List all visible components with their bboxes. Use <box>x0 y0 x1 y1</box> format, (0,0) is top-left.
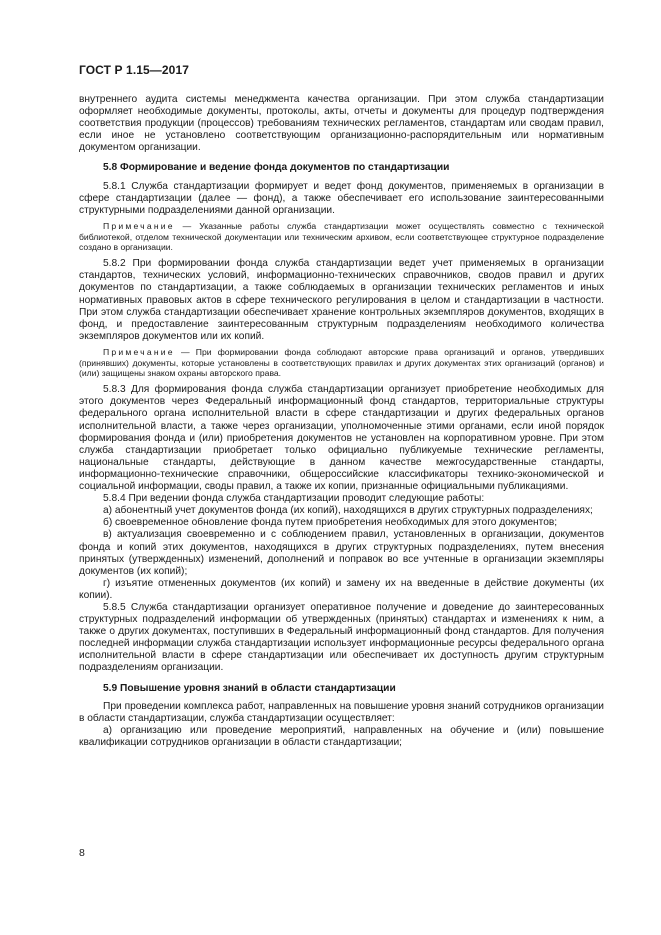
note-1-label: Примечание <box>103 220 175 231</box>
list-item-5-8-4-b: б) своевременное обновление фонда путем приобретения необходимых для этого документов; <box>103 517 558 529</box>
list-item-5-8-4-g: г) изъятие отмененных документов (их копий) и замену их на введенные в действие документы (их копии). <box>79 577 604 601</box>
section-heading-5-9: 5.9 Повышение уровня знаний в области стандартизации <box>103 682 396 694</box>
note-2-label: Примечание <box>103 346 175 357</box>
list-item-5-8-4-a: а) абонентный учет документов фонда (их копий), находящихся в других структурных подразделениях; <box>103 505 593 517</box>
page-number: 8 <box>79 847 85 859</box>
paragraph-5-8-5: 5.8.5 Служба стандартизации организует оперативное получение и доведение до заинтересованных структурных подразделений информации об утвержденных (принятых) стандартах и изменениях к ним, а также о других документах, поступивших в Федеральный информационный фонд стандартов. Для получения последней информации служба стандартизации использует информационные ресурсы федерального органа исполнительной власти в сфере стандартизации или обеспечивает их доступность другим структурным подразделениям организации. <box>79 601 604 674</box>
note-1 <box>79 221 604 253</box>
paragraph-5-9: При проведении комплекса работ, направленных на повышение уровня знаний сотрудников организации в области стандартизации, служба стандартизации осуществляет: <box>79 700 604 724</box>
list-item-5-8-4-v: в) актуализация своевременно и с соблюдением правил, установленных в организации, документов фонда и копий этих документов, находящихся в других структурных подразделениях, путем внесения принятых (утвержденных) изменений, дополнений и поправок во все учтенные в организации экземпляры документов (их копий); <box>79 529 604 577</box>
note-1-text: — Указанные работы служба стандартизации может осуществлять совместно с технической библиотекой, отделом технической документации или техническим архивом, если соответствующее структурное подразделение создано в организации. <box>79 220 604 253</box>
document-code-header: ГОСТ Р 1.15—2017 <box>79 63 189 77</box>
note-2 <box>79 347 604 379</box>
paragraph-5-8-2: 5.8.2 При формировании фонда служба стандартизации ведет учет применяемых в организации стандартов, технических условий, информационно-технических справочников, сводов правил и других документов по стандартизации, а также соблюдаемых в организации технических регламентов и иных нормативных правовых актов в сфере технического регулирования в целом и стандартизации в частности. При этом служба стандартизации обеспечивает хранение контрольных экземпляров документов, входящих в фонд, и предоставление заинтересованным структурным подразделениям необходимого количества экземпляров документов или их копий. <box>79 258 604 342</box>
note-2-text: — При формировании фонда соблюдают авторские права организаций и органов, утвердивших (принявших) документы, которые установлены в соответствующих правилах и других документах этих организаций (органов) и (или) защищены знаком охраны авторского права. <box>79 346 604 379</box>
paragraph-5-8-3: 5.8.3 Для формирования фонда служба стандартизации организует приобретение необходимых для этого документов через Федеральный информационный фонд стандартов, территориальные структуры федерального органа исполнительной власти в сфере стандартизации и других федеральных органов исполнительной власти, а также через организации, уполномоченные этими органами, если иной порядок формирования фонда и (или) приобретения документов не установлен на корпоративном уровне. При этом служба стандартизации приобретает только официально публикуемые технические регламенты, национальные стандарты, действующие в данном качестве межгосударственные стандарты, информационно-технические справочники, общероссийские классификаторы технико-экономической и социальной информации, своды правил, а также их копии, признанные официальными публикациями. <box>79 384 604 493</box>
list-item-5-9-a: а) организацию или проведение мероприятий, направленных на обучение и (или) повышение квалификации сотрудников организации в области стандартизации; <box>79 724 604 748</box>
paragraph-5-8-1: 5.8.1 Служба стандартизации формирует и ведет фонд документов, применяемых в организации в сфере стандартизации (далее — фонд), а также обеспечивает его использование заинтересованными структурными подразделениями данной организации. <box>79 180 604 216</box>
section-heading-5-8: 5.8 Формирование и ведение фонда документов по стандартизации <box>103 162 450 174</box>
paragraph-5-8-4: 5.8.4 При ведении фонда служба стандартизации проводит следующие работы: <box>103 493 485 505</box>
paragraph-intro: внутреннего аудита системы менеджмента качества организации. При этом служба стандартизации оформляет необходимые документы, протоколы, акты, отчеты и документы для процедур подтверждения соответствия продукции (процессов) требованиям технических регламентов, стандартам или сводам правил, если иное не установлено соответствующим организационно-распорядительным или нормативным документом организации. <box>79 94 604 154</box>
document-body <box>79 94 604 749</box>
